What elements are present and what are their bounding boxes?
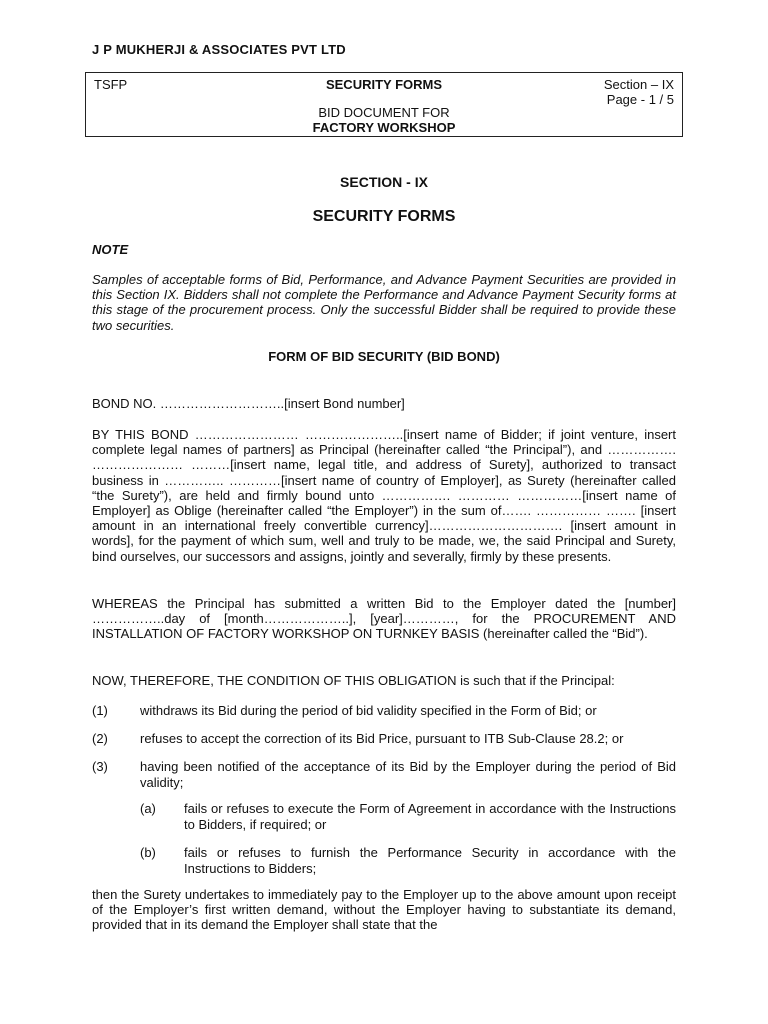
form-title: FORM OF BID SECURITY (BID BOND)	[268, 349, 500, 364]
condition-subitem-letter: (b)	[140, 845, 156, 860]
condition-subitem-letter: (a)	[140, 801, 156, 816]
by-this-bond-paragraph: BY THIS BOND …………………… …………………..[insert name of Bidder; if joint venture, insert complete legal names of partners] as Principal (hereinafter called “the Principal”), and ……………. ………………… ………[insert name, legal title, and address of Surety], authorized to transact business in ………….. …………[insert name of country of Employer], as Surety (hereinafter called “the Surety”), are held and firmly bound unto ……………. ………… ……………[insert name of Employer] as Oblige (hereinafter called “the Employer”) in the sum of……. …………… ……. [insert amount in an international freely convertible currency]…………………………. [insert amount in words], for the payment of which sum, well and truly to be made, we, the said Principal and Surety, bind ourselves, our successors and assigns, jointly and severally, firmly by these presents.	[92, 427, 676, 564]
header-section: Section – IX	[603, 77, 674, 92]
header-title: SECURITY FORMS	[325, 77, 443, 92]
condition-subitem-text: fails or refuses to furnish the Performance Security in accordance with the Instructions to Bidders;	[184, 845, 676, 876]
section-label: SECTION - IX	[340, 174, 428, 190]
condition-item-number: (3)	[92, 759, 108, 774]
whereas-paragraph: WHEREAS the Principal has submitted a written Bid to the Employer dated the [number] ……………..day of [month………………..], [year]…………, for the PROCUREMENT AND INSTALLATION OF FACTORY WORKSHOP ON TURNKEY BASIS (hereinafter called the “Bid”).	[92, 596, 676, 642]
document-header-box	[85, 72, 683, 137]
header-subtitle-bold: FACTORY WORKSHOP	[312, 120, 456, 135]
condition-subitem-text: fails or refuses to execute the Form of Agreement in accordance with the Instructions to Bidders, if required; or	[184, 801, 676, 832]
then-surety-paragraph: then the Surety undertakes to immediately pay to the Employer up to the above amount upon receipt of the Employer’s first written demand, without the Employer having to substantiate its demand, provided that in its demand the Employer shall state that the	[92, 887, 676, 933]
header-title-block	[86, 77, 682, 135]
note-label: NOTE	[92, 242, 129, 257]
bond-number-line: BOND NO. ………………………..[insert Bond number]	[92, 396, 405, 411]
company-name: J P MUKHERJI & ASSOCIATES PVT LTD	[92, 42, 346, 57]
condition-item-number: (2)	[92, 731, 108, 746]
condition-item-text: having been notified of the acceptance of its Bid by the Employer during the period of Bid validity;	[140, 759, 676, 790]
header-subtitle: BID DOCUMENT FOR	[318, 105, 450, 120]
condition-item-text: withdraws its Bid during the period of bid validity specified in the Form of Bid; or	[140, 703, 597, 718]
header-code: TSFP	[94, 77, 128, 92]
header-page-number: Page - 1 / 5	[606, 92, 674, 107]
note-paragraph: Samples of acceptable forms of Bid, Performance, and Advance Payment Securities are provided in this Section IX. Bidders shall not complete the Performance and Advance Payment Security forms at this stage of the procurement process. Only the successful Bidder shall be required to provide these two securities.	[92, 272, 676, 333]
header-page-info	[604, 77, 674, 107]
condition-item-text: refuses to accept the correction of its Bid Price, pursuant to ITB Sub-Clause 28.2; or	[140, 731, 624, 746]
now-therefore-paragraph: NOW, THEREFORE, THE CONDITION OF THIS OBLIGATION is such that if the Principal:	[92, 673, 615, 688]
condition-item-number: (1)	[92, 703, 108, 718]
section-title: SECURITY FORMS	[312, 208, 456, 225]
